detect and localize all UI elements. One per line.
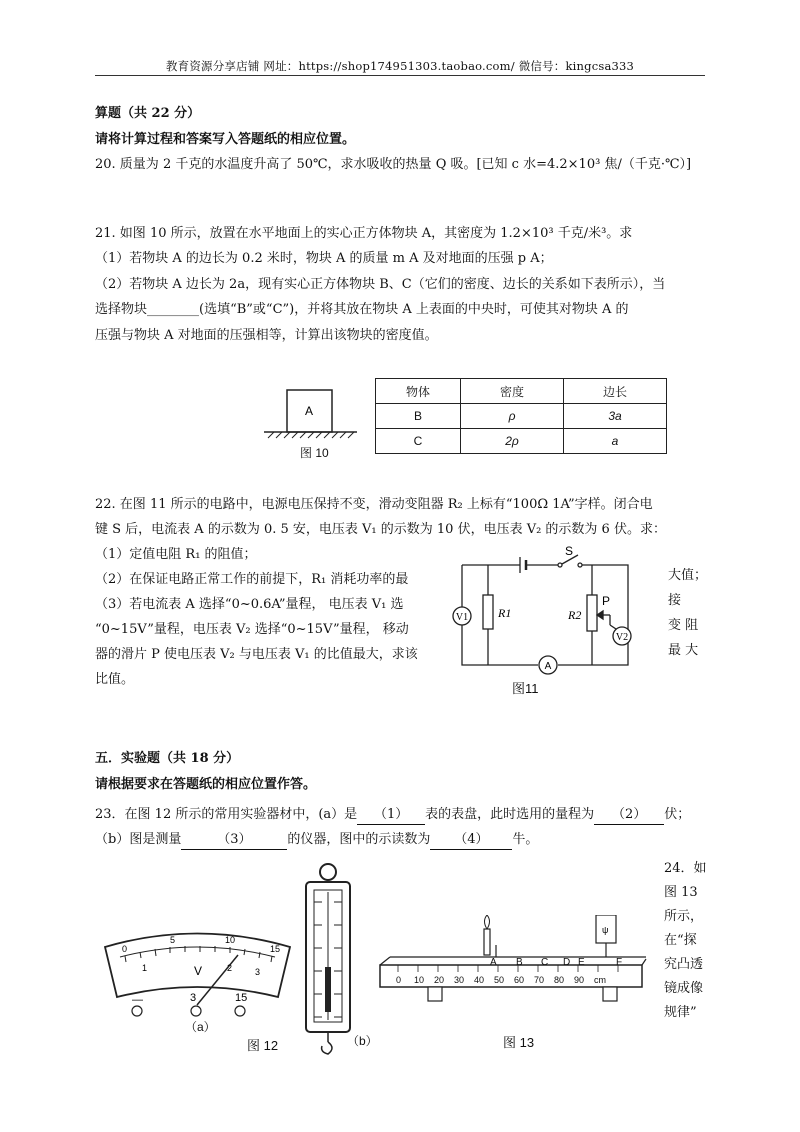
optical-bench: [378, 915, 648, 1015]
question-23-line: [95, 831, 710, 850]
dial-tick-label: 0: [122, 944, 128, 954]
table-row: [376, 429, 667, 454]
answer-blank[interactable]: （3）: [181, 831, 287, 850]
bench-point-label: F: [616, 957, 623, 968]
terminal-label: 15: [235, 992, 248, 1004]
table-row: [376, 379, 667, 404]
r2-label: R2: [568, 608, 582, 622]
dial-unit: V: [194, 964, 203, 978]
question-text: 表的表盘，此时选用的量程为: [425, 807, 595, 822]
table-cell: 3a: [564, 404, 667, 429]
dial-tick-label: 10: [225, 935, 236, 945]
answer-blank[interactable]: （2）: [594, 806, 664, 825]
question-text: 23．在图 12 所示的常用实验器材中，(a）是: [95, 807, 358, 822]
terminal-label: —: [132, 994, 143, 1006]
figure-12-caption: 图 12: [247, 1038, 279, 1053]
question-22-line: （1）定值电阻 R₁ 的阻值；: [95, 547, 257, 562]
question-22-line: 22. 在图 11 所示的电路中，电源电压保持不变，滑动变阻器 R₂ 上标有“100Ω 1A”字样。闭合电: [95, 497, 653, 512]
table-row: [376, 404, 667, 429]
dial-tick-label: 5: [170, 935, 176, 945]
question-21-line: 21. 如图 10 所示，放置在水平地面上的实心正方体物块 A，其密度为 1.2×10³ 千克/米³。求: [95, 226, 633, 241]
terminal-label: 3: [190, 992, 197, 1004]
bench-point-label: C: [541, 957, 549, 968]
dial-tick-label: 2: [227, 963, 233, 973]
density-table: [375, 378, 667, 454]
question-24-text: 究凸透: [664, 957, 704, 972]
question-22-line: （3）若电流表 A 选择“0~0.6A”量程， 电压表 V₁ 选: [95, 597, 404, 612]
ruler-label: 50: [494, 975, 505, 985]
r1-label: R1: [498, 606, 512, 620]
figure-13-caption: 图 13: [503, 1035, 535, 1050]
answer-blank[interactable]: （4）: [430, 831, 512, 850]
figure-10-caption: 图 10: [300, 446, 329, 460]
header-divider: [95, 75, 705, 76]
question-22-line: “0~15V”量程，电压表 V₂ 选择“0~15V”量程， 移动: [95, 622, 409, 637]
right-column-text: 接: [668, 593, 682, 608]
block-a-label: A: [304, 404, 314, 418]
section-instruction: 请将计算过程和答案写入答题纸的相应位置。: [95, 132, 356, 147]
section-title: 五．实验题（共 18 分）: [95, 751, 240, 766]
ruler-label: 80: [554, 975, 565, 985]
question-24-text: 所示，: [664, 909, 704, 924]
question-22-line: 键 S 后，电流表 A 的示数为 0. 5 安，电压表 V₁ 的示数为 10 伏，电压表 V₂ 的示数为 6 伏。求：: [95, 522, 666, 537]
question-20: 20. 质量为 2 千克的水温度升高了 50℃，求水吸收的热量 Q 吸。[已知 c 水=4.2×10³ 焦/（千克·℃）]: [95, 157, 692, 172]
right-column-text: 最 大: [668, 643, 699, 658]
ruler-label: 40: [474, 975, 485, 985]
table-header: 物体: [376, 379, 461, 404]
table-cell: B: [376, 404, 461, 429]
svg-text:ψ: ψ: [602, 925, 609, 935]
question-24-text: 规律”: [664, 1005, 697, 1020]
table-header: 边长: [564, 379, 667, 404]
ruler-label: 0: [396, 975, 402, 985]
bench-point-label: E: [578, 957, 585, 968]
answer-blank[interactable]: （1）: [357, 806, 425, 825]
question-text: 牛。: [512, 832, 539, 847]
question-22-line: （2）在保证电路正常工作的前提下，R₁ 消耗功率的最: [95, 572, 409, 587]
table-cell: C: [376, 429, 461, 454]
question-24-text: 24．如: [664, 861, 707, 876]
ruler-label: 90: [574, 975, 585, 985]
right-column-text: 变 阻: [668, 618, 699, 633]
question-21-line: 选择物块________(选填“B”或“C”)，并将其放在物块 A 上表面的中央时，可使其对物块 A 的: [95, 302, 629, 317]
question-21-line: （2）若物块 A 边长为 2a，现有实心正方体物块 B、C（它们的密度、边长的关系如下表所示），当: [95, 277, 666, 292]
bench-point-label: A: [490, 957, 497, 968]
question-text: （b）图是测量: [95, 832, 182, 847]
ammeter-label: A: [544, 661, 552, 672]
question-22-right-column: [668, 563, 707, 663]
page-header: 教育资源分享店铺 网址：https://shop174951303.taobao.com/ 微信号：kingcsa333: [165, 59, 635, 73]
question-24-text: 图 13: [664, 885, 698, 900]
dial-tick-label: 3: [255, 967, 261, 977]
ruler-label: 10: [414, 975, 425, 985]
ruler-label: cm: [594, 975, 606, 985]
voltmeter-v1-label: V1: [455, 612, 469, 623]
question-23-line: [95, 806, 710, 825]
ruler-label: 70: [534, 975, 545, 985]
section-title: 算题（共 22 分）: [95, 106, 201, 121]
ruler-label: 30: [454, 975, 465, 985]
table-header: 密度: [461, 379, 564, 404]
question-22-line: 器的滑片 P 使电压表 V₂ 与电压表 V₁ 的比值最大，求该: [95, 647, 418, 662]
question-22-line: 比值。: [95, 672, 135, 687]
question-21-line: （1）若物块 A 的边长为 0.2 米时，物块 A 的质量 m A 及对地面的压强 p A；: [95, 251, 553, 266]
spring-scale: [298, 862, 358, 1057]
dial-tick-label: 1: [142, 963, 148, 973]
table-cell: 2ρ: [461, 429, 564, 454]
question-text: 伏；: [664, 807, 691, 822]
ruler-label: 60: [514, 975, 525, 985]
figure-12b-label: （b）: [347, 1034, 378, 1048]
bench-point-label: B: [516, 957, 523, 968]
figure-11-circuit: [440, 545, 640, 700]
figure-12a-label: （a）: [185, 1020, 216, 1034]
question-24-text: 在“探: [664, 933, 697, 948]
voltmeter-v2-label: V2: [615, 632, 629, 643]
right-column-text: 大值；: [668, 568, 708, 583]
bench-point-label: D: [563, 957, 571, 968]
ruler-label: 20: [434, 975, 445, 985]
question-text: 的仪器，图中的示读数为: [287, 832, 431, 847]
question-24-text: 镜成像: [664, 981, 704, 996]
table-cell: a: [564, 429, 667, 454]
question-24-column: [664, 857, 707, 1025]
dial-tick-label: 15: [270, 944, 281, 954]
switch-label: S: [565, 545, 574, 558]
table-cell: ρ: [461, 404, 564, 429]
question-21-line: 压强与物块 A 对地面的压强相等，计算出该物块的密度值。: [95, 328, 438, 343]
figure-11-caption: 图11: [512, 681, 539, 696]
slider-label: P: [602, 594, 611, 608]
section-instruction: 请根据要求在答题纸的相应位置作答。: [95, 777, 317, 792]
